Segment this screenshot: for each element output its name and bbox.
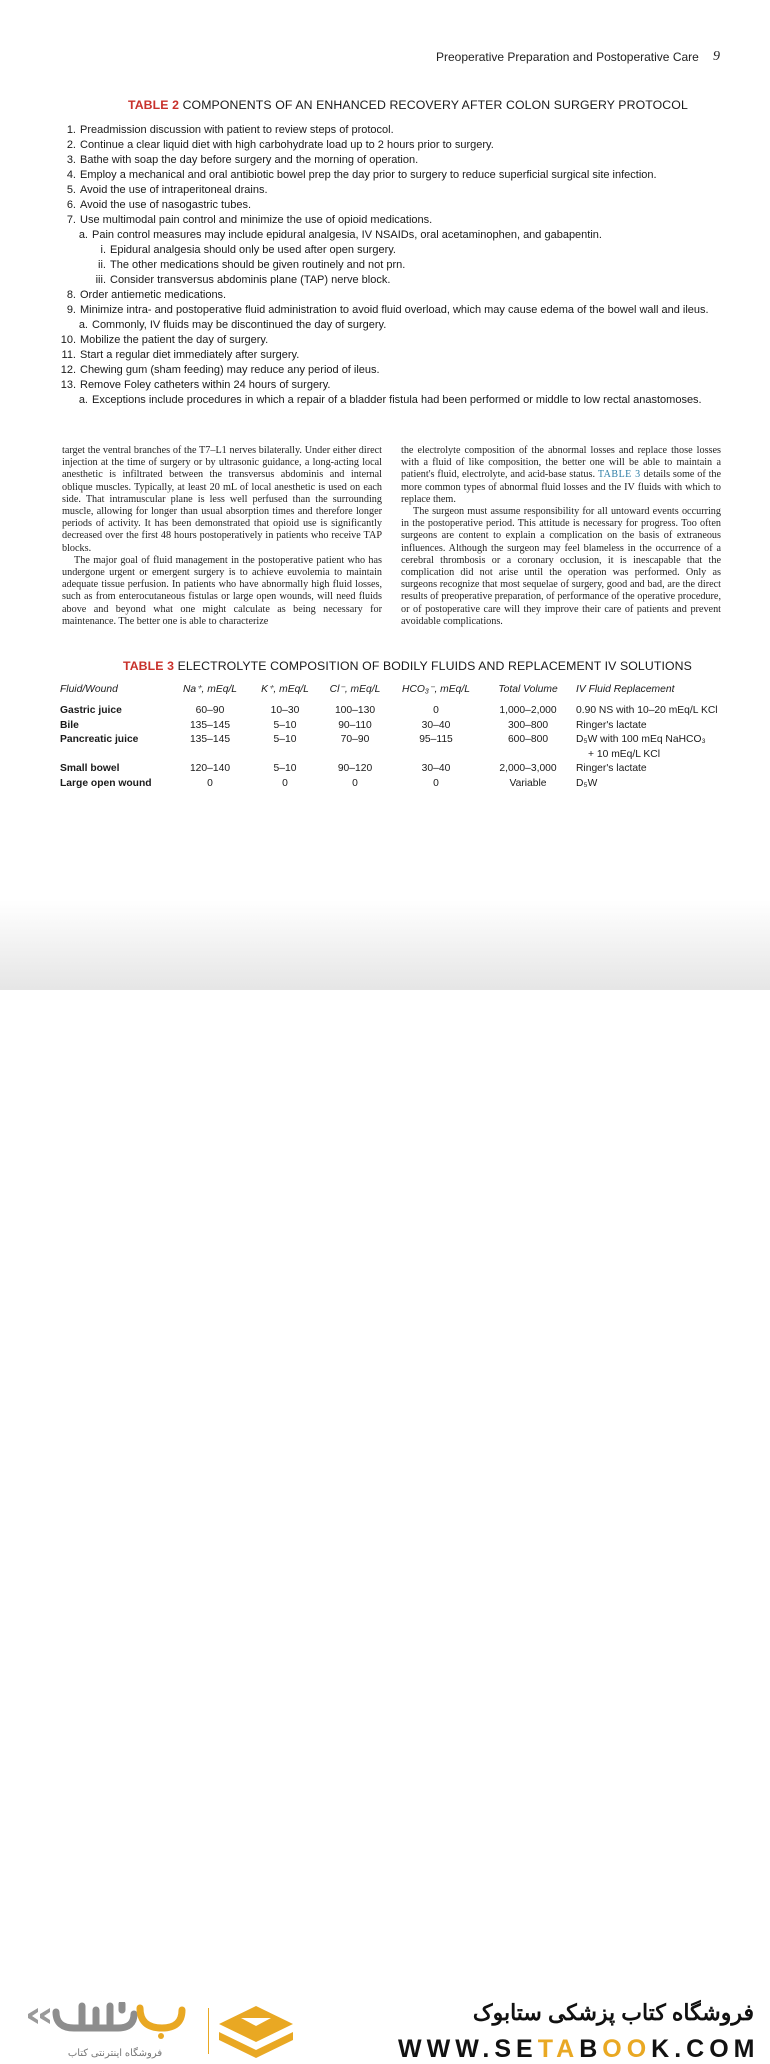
table-row: Gastric juice 60–90 10–30 100–130 0 1,000–2,000 0.90 NS with 10–20 mEq/L KCl: [60, 705, 718, 716]
table-row: Small bowel 120–140 5–10 90–120 30–40 2,000–3,000 Ringer's lactate: [60, 763, 647, 774]
list-item: 13. Remove Foley catheters within 24 hours of surgery.: [60, 379, 331, 391]
list-item: 3. Bathe with soap the day before surgery and the morning of operation.: [66, 154, 419, 166]
page-number: 9: [713, 49, 720, 64]
list-item: 5. Avoid the use of intraperitoneal drains.: [66, 184, 268, 196]
list-item: 1. Preadmission discussion with patient to review steps of protocol.: [66, 124, 394, 136]
list-item: 6. Avoid the use of nasogastric tubes.: [66, 199, 252, 211]
list-subsubitem: i. Epidural analgesia should only be used after open surgery.: [100, 244, 396, 256]
setabook-banner[interactable]: [0, 990, 770, 2063]
running-head-title: Preoperative Preparation and Postoperative Care: [436, 50, 699, 64]
table-row: Bile 135–145 5–10 90–110 30–40 300–800 Ringer's lactate: [60, 719, 647, 731]
page-bottom-shadow: [0, 900, 770, 996]
list-item: 8. Order antiemetic medications.: [66, 289, 227, 301]
list-subsubitem: ii. The other medications should be given routinely and not prn.: [98, 259, 406, 271]
paragraph: The major goal of fluid management in the postoperative patient who has undergone urgent or emergent surgery is to achieve euvolemia to maintain adequate tissue perfusion. In patients who have abnormally high fluid losses, such as from enterocutaneous fistulas or large open wounds, will need fluids above and beyond what one might calculate as being necessary for maintenance. The better one is able to characterize: [62, 554, 382, 627]
banner-persian-title: فروشگاه کتاب پزشکی ستابوک: [472, 2000, 754, 2025]
paragraph: The surgeon must assume responsibility for all untoward events occurring in the postoperative period. This attitude is necessary for progress. Too often surgeons are content to explain a complication on the basis of extraneous influences. Although the surgeon may feel blameless in the occurrence of a cerebral thrombosis or a coronary occlusion, it is inescapable that the complication did not arise until the operation was performed. Only as surgeons recognize that most sequelae of surgery, good and bad, are the direct results of preoperative preparation, of performance of the operative procedure, or of postoperative care will they improve their care of patients and prevent avoidable complications.: [401, 506, 721, 627]
banner-url[interactable]: WWW.SETABOOK.COM: [398, 2035, 760, 2063]
book-page: [0, 0, 770, 990]
list-item: 9. Minimize intra- and postoperative fluid administration to avoid fluid overload, which may cause edema of the bowel wall and ileus.: [66, 304, 709, 316]
column-header: Fluid/Wound: [60, 683, 118, 695]
body-column-right: [401, 445, 721, 628]
list-item: 7. Use multimodal pain control and minimize the use of opioid medications.: [66, 214, 433, 226]
table3-electrolyte-table: [60, 683, 730, 791]
paragraph: target the ventral branches of the T7–L1 nerves bilaterally. Under either direct injection at the time of surgery or by ultrasonic guidance, a long-acting local anesthetic is infiltrated between the transversus abdominis and internal oblique muscles. Typically, at least 20 mL of local anesthetic is used on each side. That intramuscular plane is less well perfused than the surrounding muscle, allowing for longer than usual absorption times and therefore longer periods of activity. It has been demonstrated that opioid use is significantly decreased over the first 48 hours postoperatively in patients who receive TAP blocks.: [62, 445, 382, 554]
logo-subtitle: فروشگاه اینترنتی کتاب: [67, 2048, 163, 2059]
table2-protocol-list: [54, 123, 724, 408]
list-item: 12. Chewing gum (sham feeding) may reduce any period of ileus.: [60, 364, 380, 376]
book-stack-icon: [215, 2002, 297, 2062]
list-subitem: a. Exceptions include procedures in which a repair of a bladder fistula had been performed or middle to low rectal anastomoses.: [78, 394, 702, 406]
list-item: 10. Mobilize the patient the day of surgery.: [60, 334, 269, 346]
paragraph: the electrolyte composition of the abnormal losses and replace those losses with a fluid of like composition, the better one will be able to maintain a patient's fluid, electrolyte, and acid-base status. TABLE 3 details some of the more common types of abnormal fluid losses and the IV fluids with which to replace them.: [401, 445, 722, 505]
setabook-logo-wordmark: [22, 2002, 202, 2042]
list-item: 2. Continue a clear liquid diet with high carbohydrate load up to 2 hours prior to surgery.: [66, 139, 494, 151]
logo-divider: [208, 2008, 209, 2054]
table3-reference-link[interactable]: TABLE 3: [597, 469, 641, 481]
table-header-row: [60, 683, 730, 704]
list-subitem: a. Pain control measures may include epidural analgesia, IV NSAIDs, oral acetaminophen, and gabapentin.: [78, 229, 602, 241]
column-header: IV Fluid Replacement: [576, 683, 675, 695]
column-header: Cl⁻, mEq/L: [329, 684, 381, 695]
body-column-left: [62, 445, 382, 628]
table3-title: ELECTROLYTE COMPOSITION OF BODILY FLUIDS AND REPLACEMENT IV SOLUTIONS: [177, 659, 692, 673]
table2-label: TABLE 2: [128, 98, 180, 112]
table-row: Large open wound 0 0 0 0 Variable D₅W: [60, 777, 598, 789]
table3-label: TABLE 3: [123, 659, 175, 673]
column-header: Total Volume: [498, 683, 558, 695]
list-subitem: a. Commonly, IV fluids may be discontinued the day of surgery.: [78, 319, 387, 331]
column-header: HCO₃⁻, mEq/L: [402, 684, 470, 695]
list-item: 11. Start a regular diet immediately after surgery.: [61, 349, 300, 361]
column-header: K⁺, mEq/L: [261, 684, 309, 695]
column-header: Na⁺, mEq/L: [182, 684, 238, 695]
list-subsubitem: iii. Consider transversus abdominis plane (TAP) nerve block.: [95, 274, 391, 286]
table2-caption: [128, 98, 688, 112]
list-item: 4. Employ a mechanical and oral antibiotic bowel prep the day prior to surgery to reduce superficial surgical site infection.: [66, 169, 657, 181]
table3-caption: [123, 659, 692, 673]
table2-title: COMPONENTS OF AN ENHANCED RECOVERY AFTER COLON SURGERY PROTOCOL: [182, 98, 688, 112]
table-row: Pancreatic juice 135–145 5–10 70–90 95–115 600–800 D₅W with 100 mEq NaHCO₃ + 10 mEq/L KCl: [60, 734, 706, 760]
